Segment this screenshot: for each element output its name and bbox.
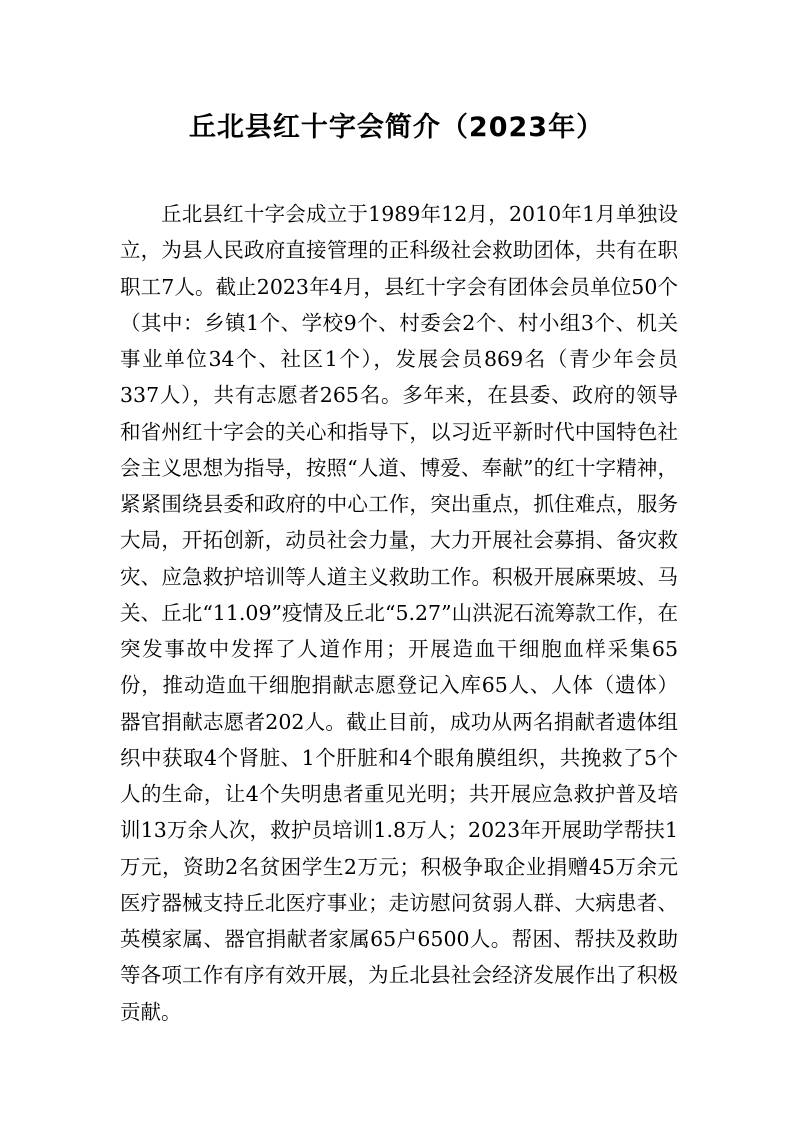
body-paragraph: 丘北县红十字会成立于1989年12月，2010年1月单独设立，为县人民政府直接管理的正科级社会救助团体，共有在职职工7人。截止2023年4月，县红十字会有团体会员单位50个（其中：乡镇1个、学校9个、村委会2个、村小组3个、机关事业单位34个、社区1个），发展会员869名（青少年会员337人），共有志愿者265名。多年来，在县委、政府的领导和省州红十字会的关心和指导下，以习近平新时代中国特色社会主义思想为指导，按照“人道、博爱、奉献”的红十字精神，紧紧围绕县委和政府的中心工作，突出重点，抓住难点，服务大局，开拓创新，动员社会力量，大力开展社会募捐、备灾救灾、应急救护培训等人道主义救助工作。积极开展麻栗坡、马关、丘北“11.09”疫情及丘北“5.27”山洪泥石流筹款工作，在突发事故中发挥了人道作用；开展造血干细胞血样采集65份，推动造血干细胞捐献志愿登记入库65人、人体（遗体）器官捐献志愿者202人。截止目前，成功从两名捐献者遗体组织中获取4个肾脏、1个肝脏和4个眼角膜组织，共挽救了5个人的生命，让4个失明患者重见光明；共开展应急救护普及培训13万余人次，救护员培训1.8万人；2023年开展助学帮扶1万元，资助2名贫困学生2万元；积极争取企业捐赠45万余元医疗器械支持丘北医疗事业；走访慰问贫弱人群、大病患者、英模家属、器官捐献者家属65户6500人。帮困、帮扶及救助等各项工作有序有效开展，为丘北县社会经济发展作出了积极贡献。: [120, 202, 678, 1024]
document-title: 丘北县红十字会简介（2023年）: [188, 112, 605, 143]
